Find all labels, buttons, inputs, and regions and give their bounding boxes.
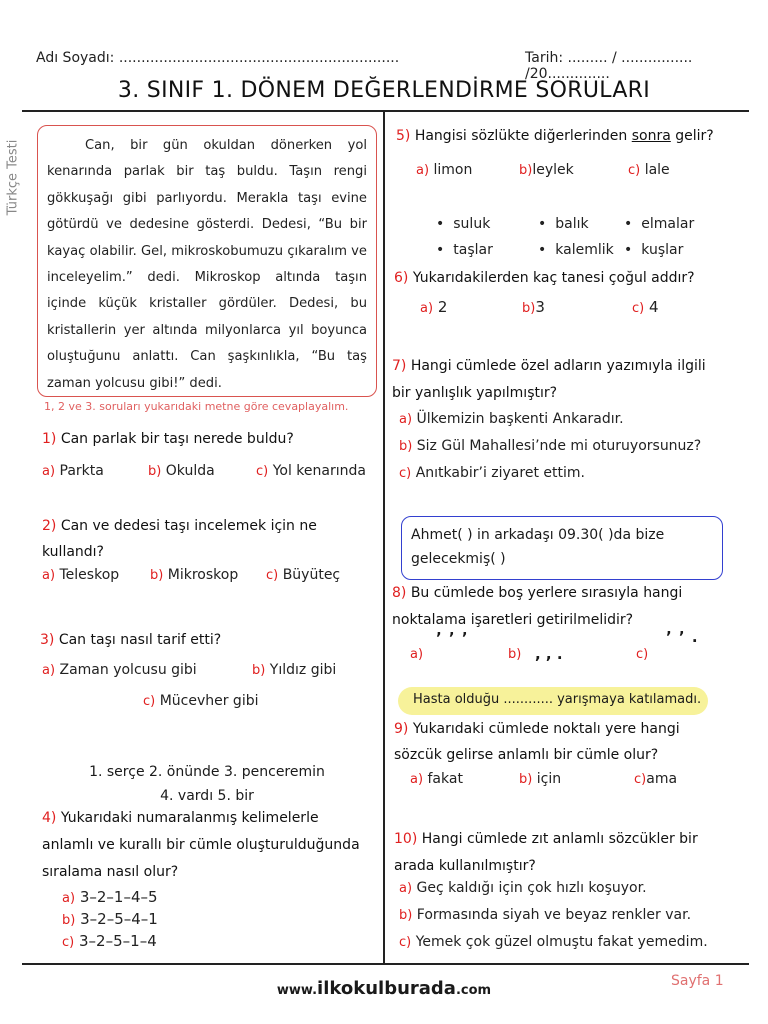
q10-option-c[interactable] bbox=[399, 934, 708, 950]
question-number: 5) bbox=[396, 128, 411, 144]
q10-option-a[interactable] bbox=[399, 880, 647, 896]
word-list-text: kalemlik bbox=[555, 242, 614, 258]
option-letter: c) bbox=[634, 772, 647, 787]
numbered-words-line: 1. serçe 2. önünde 3. penceremin bbox=[89, 764, 325, 780]
word-list-item bbox=[624, 242, 683, 258]
question-2 bbox=[42, 513, 357, 565]
footer-prefix: www. bbox=[276, 983, 318, 998]
footer-suffix: .com bbox=[455, 983, 492, 998]
option-text: 2 bbox=[437, 298, 448, 316]
numbered-words bbox=[42, 760, 372, 808]
q7-option-b[interactable] bbox=[399, 438, 701, 454]
option-letter: a) bbox=[410, 647, 424, 662]
q1-option-a[interactable] bbox=[42, 463, 104, 479]
q5-option-c[interactable] bbox=[628, 162, 670, 178]
option-text: 3–2–5–1–4 bbox=[79, 932, 157, 950]
question-text: anlamlı ve kurallı bir cümle oluşturulduğunda bbox=[42, 837, 360, 853]
option-text: Mücevher gibi bbox=[159, 693, 259, 709]
question-text: kullandı? bbox=[42, 544, 104, 560]
question-text: Yukarıdaki numaralanmış kelimelerle bbox=[60, 810, 319, 826]
option-letter: b) bbox=[519, 163, 533, 178]
side-label-text: Türkçe Testi bbox=[5, 139, 21, 216]
question-text: Can taşı nasıl tarif etti? bbox=[58, 632, 222, 648]
option-letter: c) bbox=[399, 935, 412, 950]
highlighted-sentence bbox=[398, 687, 708, 715]
word-list-text: balık bbox=[555, 216, 589, 232]
highlighted-sentence-text: Hasta olduğu ............ yarışmaya katılamadı. bbox=[413, 692, 702, 707]
question-1 bbox=[42, 431, 294, 447]
option-text: için bbox=[536, 771, 562, 787]
q5-option-a[interactable] bbox=[416, 162, 472, 178]
option-text: Formasında siyah ve beyaz renkler var. bbox=[416, 907, 692, 923]
question-text: Yukarıdaki cümlede noktalı yere hangi bbox=[412, 721, 680, 737]
option-text: Okulda bbox=[165, 463, 215, 479]
option-text: ama bbox=[646, 771, 678, 787]
question-number: 6) bbox=[394, 270, 409, 286]
q8-option-b[interactable] bbox=[508, 646, 521, 662]
option-letter: c) bbox=[62, 935, 75, 950]
question-text: sözcük gelirse anlamlı bir cümle olur? bbox=[394, 747, 659, 763]
option-text: limon bbox=[433, 162, 473, 178]
option-text: lale bbox=[644, 162, 670, 178]
option-text: Yol kenarında bbox=[272, 463, 366, 479]
q6-option-a[interactable] bbox=[420, 298, 447, 316]
q9-option-a[interactable] bbox=[410, 771, 463, 787]
question-text: Can ve dedesi taşı incelemek için ne bbox=[60, 518, 317, 534]
option-letter: a) bbox=[410, 772, 424, 787]
q8-option-c[interactable] bbox=[636, 646, 648, 662]
option-letter: a) bbox=[42, 464, 56, 479]
punctuation-sentence-box bbox=[401, 516, 723, 580]
question-number: 1) bbox=[42, 431, 57, 447]
q9-option-b[interactable] bbox=[519, 771, 561, 787]
word-list-item bbox=[436, 242, 493, 258]
option-text: Zaman yolcusu gibi bbox=[59, 662, 197, 678]
option-letter: a) bbox=[42, 568, 56, 583]
bullet-icon: • bbox=[624, 242, 633, 258]
q7-option-c[interactable] bbox=[399, 465, 585, 481]
option-letter: c) bbox=[266, 568, 279, 583]
word-list-item bbox=[538, 242, 614, 258]
title-divider bbox=[22, 110, 749, 112]
q6-option-c[interactable] bbox=[632, 298, 659, 316]
option-letter: a) bbox=[62, 891, 76, 906]
q2-option-a[interactable] bbox=[42, 567, 119, 583]
side-label bbox=[5, 140, 27, 220]
q3-option-c[interactable] bbox=[143, 693, 258, 709]
option-letter: a) bbox=[399, 881, 413, 896]
q6-option-b[interactable] bbox=[522, 298, 545, 316]
column-divider bbox=[383, 112, 385, 964]
q8-option-b-marks: , , . bbox=[535, 645, 563, 663]
word-list-text: elmalar bbox=[641, 216, 695, 232]
bullet-icon: • bbox=[436, 242, 445, 258]
question-7 bbox=[392, 353, 722, 407]
option-letter: b) bbox=[519, 772, 533, 787]
numbered-words-line: 4. vardı 5. bir bbox=[160, 788, 254, 804]
option-text: 3–2–5–4–1 bbox=[80, 910, 158, 928]
box-text: gelecekmiş( ) bbox=[411, 551, 506, 567]
word-list-item bbox=[538, 216, 589, 232]
page-title: 3. SINIF 1. DÖNEM DEĞERLENDİRME SORULARI bbox=[117, 78, 651, 103]
question-text: bir yanlışlık yapılmıştır? bbox=[392, 385, 558, 401]
page-number: Sayfa 1 bbox=[671, 973, 724, 989]
q10-option-b[interactable] bbox=[399, 907, 691, 923]
footer-brand: ilkokulburada bbox=[317, 978, 456, 999]
option-text: Mikroskop bbox=[167, 567, 239, 583]
question-8 bbox=[392, 580, 722, 634]
option-letter: b) bbox=[399, 908, 413, 923]
word-list-text: suluk bbox=[453, 216, 491, 232]
option-text: Yemek çok güzel olmuştu fakat yemedim. bbox=[415, 934, 708, 950]
option-letter: b) bbox=[399, 439, 413, 454]
question-4 bbox=[42, 805, 370, 886]
option-text: 3 bbox=[535, 298, 545, 316]
question-number: 10) bbox=[394, 831, 418, 847]
site-footer[interactable] bbox=[0, 978, 768, 999]
question-text: Can parlak bir taşı nerede buldu? bbox=[60, 431, 294, 447]
name-field-label: Adı Soyadı: ............................................................... bbox=[36, 50, 400, 66]
option-letter: c) bbox=[399, 466, 412, 481]
question-number: 7) bbox=[392, 358, 407, 374]
reading-passage-box bbox=[37, 125, 377, 397]
question-number: 4) bbox=[42, 810, 57, 826]
question-text: noktalama işaretleri getirilmelidir? bbox=[392, 612, 634, 628]
option-letter: b) bbox=[508, 647, 522, 662]
question-text: gelir? bbox=[670, 128, 714, 144]
q4-option-c[interactable] bbox=[62, 932, 157, 950]
q8-option-c-marks: ’ ’ . bbox=[666, 628, 699, 646]
q4-option-b[interactable] bbox=[62, 910, 158, 928]
reading-passage: Can, bir gün okuldan dönerken yol kenarında parlak bir taş buldu. Taşın rengi gökkuşağı gibi parlıyordu. Merakla taşı evine götürdü ve dedesine gösterdi. Dedesi, “Bu bir kayaç olabilir. Gel, mikroskobumuzu çıkaralım ve inceleyelim.” dedi. Mikroskop altında taşın içinde küçük kristaller gördüler. Dedesi, bu kristallerin yer altında milyonlarca yıl boyunca oluştuğunu anlattı. Can şaşkınlıkla, “Bu taş zaman yolcusu gibi!” dedi. bbox=[47, 138, 367, 391]
bullet-icon: • bbox=[538, 242, 547, 258]
question-3 bbox=[40, 632, 221, 648]
option-text: Yıldız gibi bbox=[269, 662, 337, 678]
option-text: Büyüteç bbox=[282, 567, 341, 583]
question-number: 8) bbox=[392, 585, 407, 601]
question-text: Yukarıdakilerden kaç tanesi çoğul addır? bbox=[412, 270, 695, 286]
q1-option-b[interactable] bbox=[148, 463, 215, 479]
option-letter: c) bbox=[143, 694, 156, 709]
option-letter: b) bbox=[150, 568, 164, 583]
option-letter: a) bbox=[416, 163, 430, 178]
question-text: Bu cümlede boş yerlere sırasıyla hangi bbox=[410, 585, 683, 601]
question-number: 2) bbox=[42, 518, 57, 534]
question-5 bbox=[396, 128, 714, 144]
q3-option-a[interactable] bbox=[42, 662, 197, 678]
question-text: Hangisi sözlükte diğerlerinden bbox=[414, 128, 632, 144]
passage-note: 1, 2 ve 3. soruları yukarıdaki metne göre cevaplayalım. bbox=[44, 400, 349, 413]
q7-option-a[interactable] bbox=[399, 411, 624, 427]
option-text: Ülkemizin başkenti Ankaradır. bbox=[416, 411, 624, 427]
option-letter: c) bbox=[636, 647, 649, 662]
option-text: Parkta bbox=[59, 463, 104, 479]
q3-option-b[interactable] bbox=[252, 662, 336, 678]
option-text: 4 bbox=[649, 298, 659, 316]
box-text: Ahmet( ) in arkadaşı 09.30( )da bize bbox=[411, 527, 665, 543]
option-text: Siz Gül Mahallesi’nde mi oturuyorsunuz? bbox=[416, 438, 702, 454]
option-letter: a) bbox=[42, 663, 56, 678]
question-text: sıralama nasıl olur? bbox=[42, 864, 179, 880]
option-letter: b) bbox=[522, 301, 536, 316]
option-text: Geç kaldığı için çok hızlı koşuyor. bbox=[416, 880, 647, 896]
question-9 bbox=[394, 716, 724, 768]
question-text: Hangi cümlede özel adların yazımıyla ilgili bbox=[410, 358, 706, 374]
word-list-item bbox=[436, 216, 490, 232]
option-text: fakat bbox=[427, 771, 463, 787]
option-text: Anıtkabir’i ziyaret ettim. bbox=[415, 465, 585, 481]
word-list-text: kuşlar bbox=[641, 242, 684, 258]
footer-divider bbox=[22, 963, 749, 965]
q8-option-a[interactable] bbox=[410, 646, 423, 662]
q5-option-b[interactable] bbox=[519, 162, 574, 178]
question-text: arada kullanılmıştır? bbox=[394, 858, 536, 874]
option-text: Teleskop bbox=[59, 567, 120, 583]
option-letter: a) bbox=[399, 412, 413, 427]
option-text: leylek bbox=[532, 162, 574, 178]
question-10 bbox=[394, 826, 724, 880]
option-letter: b) bbox=[62, 913, 76, 928]
q2-option-b[interactable] bbox=[150, 567, 238, 583]
word-list-item bbox=[624, 216, 694, 232]
date-field-label: Tarih: ......... / ................ /20.............. bbox=[525, 50, 693, 82]
option-letter: b) bbox=[252, 663, 266, 678]
q9-option-c[interactable] bbox=[634, 771, 677, 787]
option-letter: c) bbox=[632, 301, 645, 316]
option-letter: c) bbox=[256, 464, 269, 479]
q4-option-a[interactable] bbox=[62, 888, 158, 906]
option-letter: a) bbox=[420, 301, 434, 316]
underlined-word: sonra bbox=[631, 128, 671, 144]
bullet-icon: • bbox=[436, 216, 445, 232]
question-text: Hangi cümlede zıt anlamlı sözcükler bir bbox=[421, 831, 698, 847]
option-letter: b) bbox=[148, 464, 162, 479]
bullet-icon: • bbox=[624, 216, 633, 232]
question-number: 3) bbox=[40, 632, 55, 648]
option-text: 3–2–1–4–5 bbox=[79, 888, 158, 906]
q8-option-a-marks: ’ ’ ’ bbox=[436, 629, 469, 647]
q1-option-c[interactable] bbox=[256, 463, 366, 479]
question-6 bbox=[394, 270, 695, 286]
option-letter: c) bbox=[628, 163, 641, 178]
q2-option-c[interactable] bbox=[266, 567, 340, 583]
bullet-icon: • bbox=[538, 216, 547, 232]
question-number: 9) bbox=[394, 721, 409, 737]
word-list-text: taşlar bbox=[453, 242, 493, 258]
